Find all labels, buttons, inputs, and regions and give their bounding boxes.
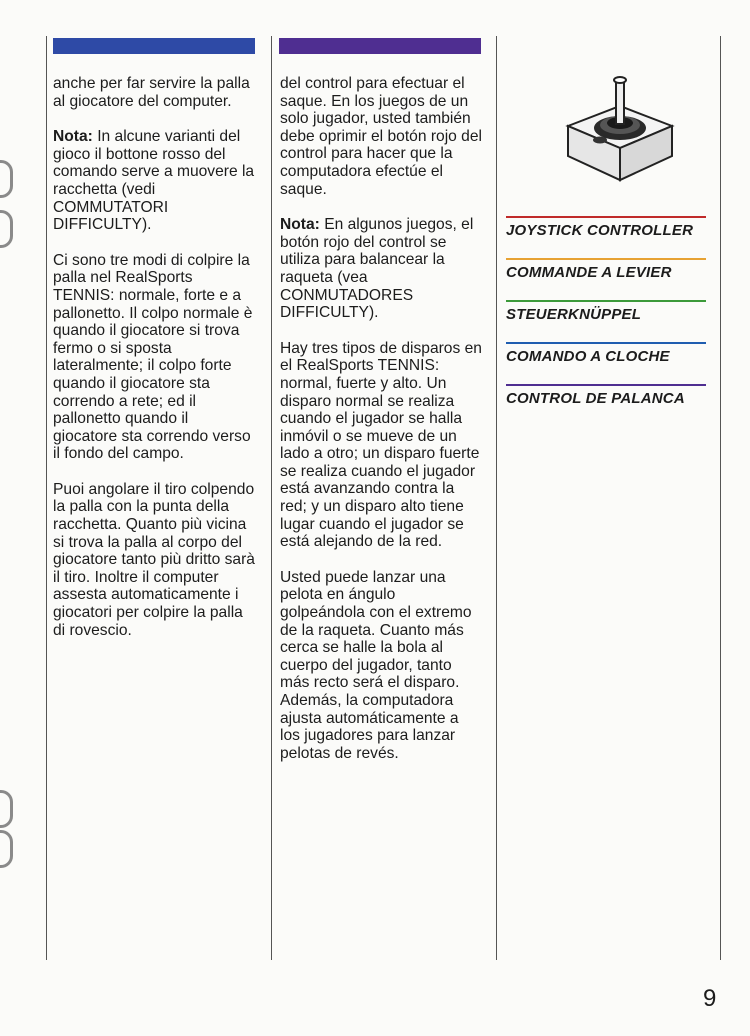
italian-color-bar <box>53 38 255 54</box>
joystick-illustration <box>560 68 680 188</box>
label-spanish <box>506 384 706 426</box>
spanish-color-bar <box>279 38 481 54</box>
control-label: CONTROL DE PALANCA <box>506 390 685 407</box>
binder-ring <box>0 210 13 248</box>
comando-label: COMANDO A CLOCHE <box>506 348 670 365</box>
column-rule <box>46 36 47 960</box>
note-label: Nota: <box>53 128 93 146</box>
label-english <box>506 216 706 258</box>
color-rule <box>506 216 706 218</box>
spanish-column <box>280 75 482 780</box>
binder-ring <box>0 830 13 868</box>
label-italian <box>506 342 706 384</box>
binder-ring <box>0 790 13 828</box>
spanish-note <box>280 216 482 322</box>
label-french <box>506 258 706 300</box>
controller-names <box>506 216 706 426</box>
note-label: Nota: <box>280 216 320 234</box>
italian-column <box>53 75 255 657</box>
italian-paragraph-1: anche per far servire la palla al giocatore del computer. <box>53 75 250 110</box>
spanish-paragraph-4: Usted puede lanzar una pelota en ángulo golpeándola con el extremo de la raqueta. Cuanto más cerca se halle la bola al cuerpo del jugador, tanto más recto será el disparo. Además, la computadora ajusta automáticamente a los jugadores para lanzar pelotas de revés. <box>280 568 472 762</box>
label-german <box>506 300 706 342</box>
binder-ring <box>0 160 13 198</box>
joystick-controller-label: JOYSTICK CONTROLLER <box>506 222 694 239</box>
column-rule <box>496 36 497 960</box>
spanish-paragraph-1: del control para efectuar el saque. En los juegos de un solo jugador, usted también debe oprimir el botón rojo del control para hacer que la computadora efectúe el saque. <box>280 75 482 198</box>
commande-label: COMMANDE A LEVIER <box>506 264 672 281</box>
steuer-label: STEUERKNÜPPEL <box>506 306 642 323</box>
color-rule <box>506 258 706 260</box>
color-rule <box>506 342 706 344</box>
note-text: En algunos juegos, el botón rojo del control se utiliza para balancear la raqueta (vea CONMUTADORES DIFFICULTY). <box>280 216 474 322</box>
italian-paragraph-4: Puoi angolare il tiro colpendo la palla con la punta della racchetta. Quanto più vicina si trova la palla al corpo del giocatore tanto più dritto sarà il tiro. Inoltre il computer assesta automaticamente i giocatori per colpire la palla di rovescio. <box>53 480 255 639</box>
italian-note <box>53 128 255 234</box>
italian-paragraph-3: Ci sono tre modi di colpire la palla nel RealSports TENNIS: normale, forte e a pallonetto. Il colpo normale è quando il giocatore si trova fermo o si sposta lateralmente; il colpo forte quando il giocatore sta correndo a rete; ed il pallonetto quando il giocatore sta correndo verso il fondo del campo. <box>53 251 253 463</box>
column-rule <box>271 36 272 960</box>
spanish-paragraph-3: Hay tres tipos de disparos en el RealSports TENNIS: normal, fuerte y alto. Un disparo normal se realiza cuando el jugador se halla inmóvil o se mueve de un lado a otro; un disparo fuerte se realiza cuando el jugador está avanzando contra la red; y un disparo alto tiene lugar cuando el jugador se está alejando de la red. <box>280 339 482 551</box>
page-number: 9 <box>703 985 717 1012</box>
note-text: In alcune varianti del gioco il bottone rosso del comando serve a muovere la racchetta (vedi COMMUTATORI DIFFICULTY). <box>53 128 255 234</box>
color-rule <box>506 300 706 302</box>
column-rule <box>720 36 721 960</box>
color-rule <box>506 384 706 386</box>
